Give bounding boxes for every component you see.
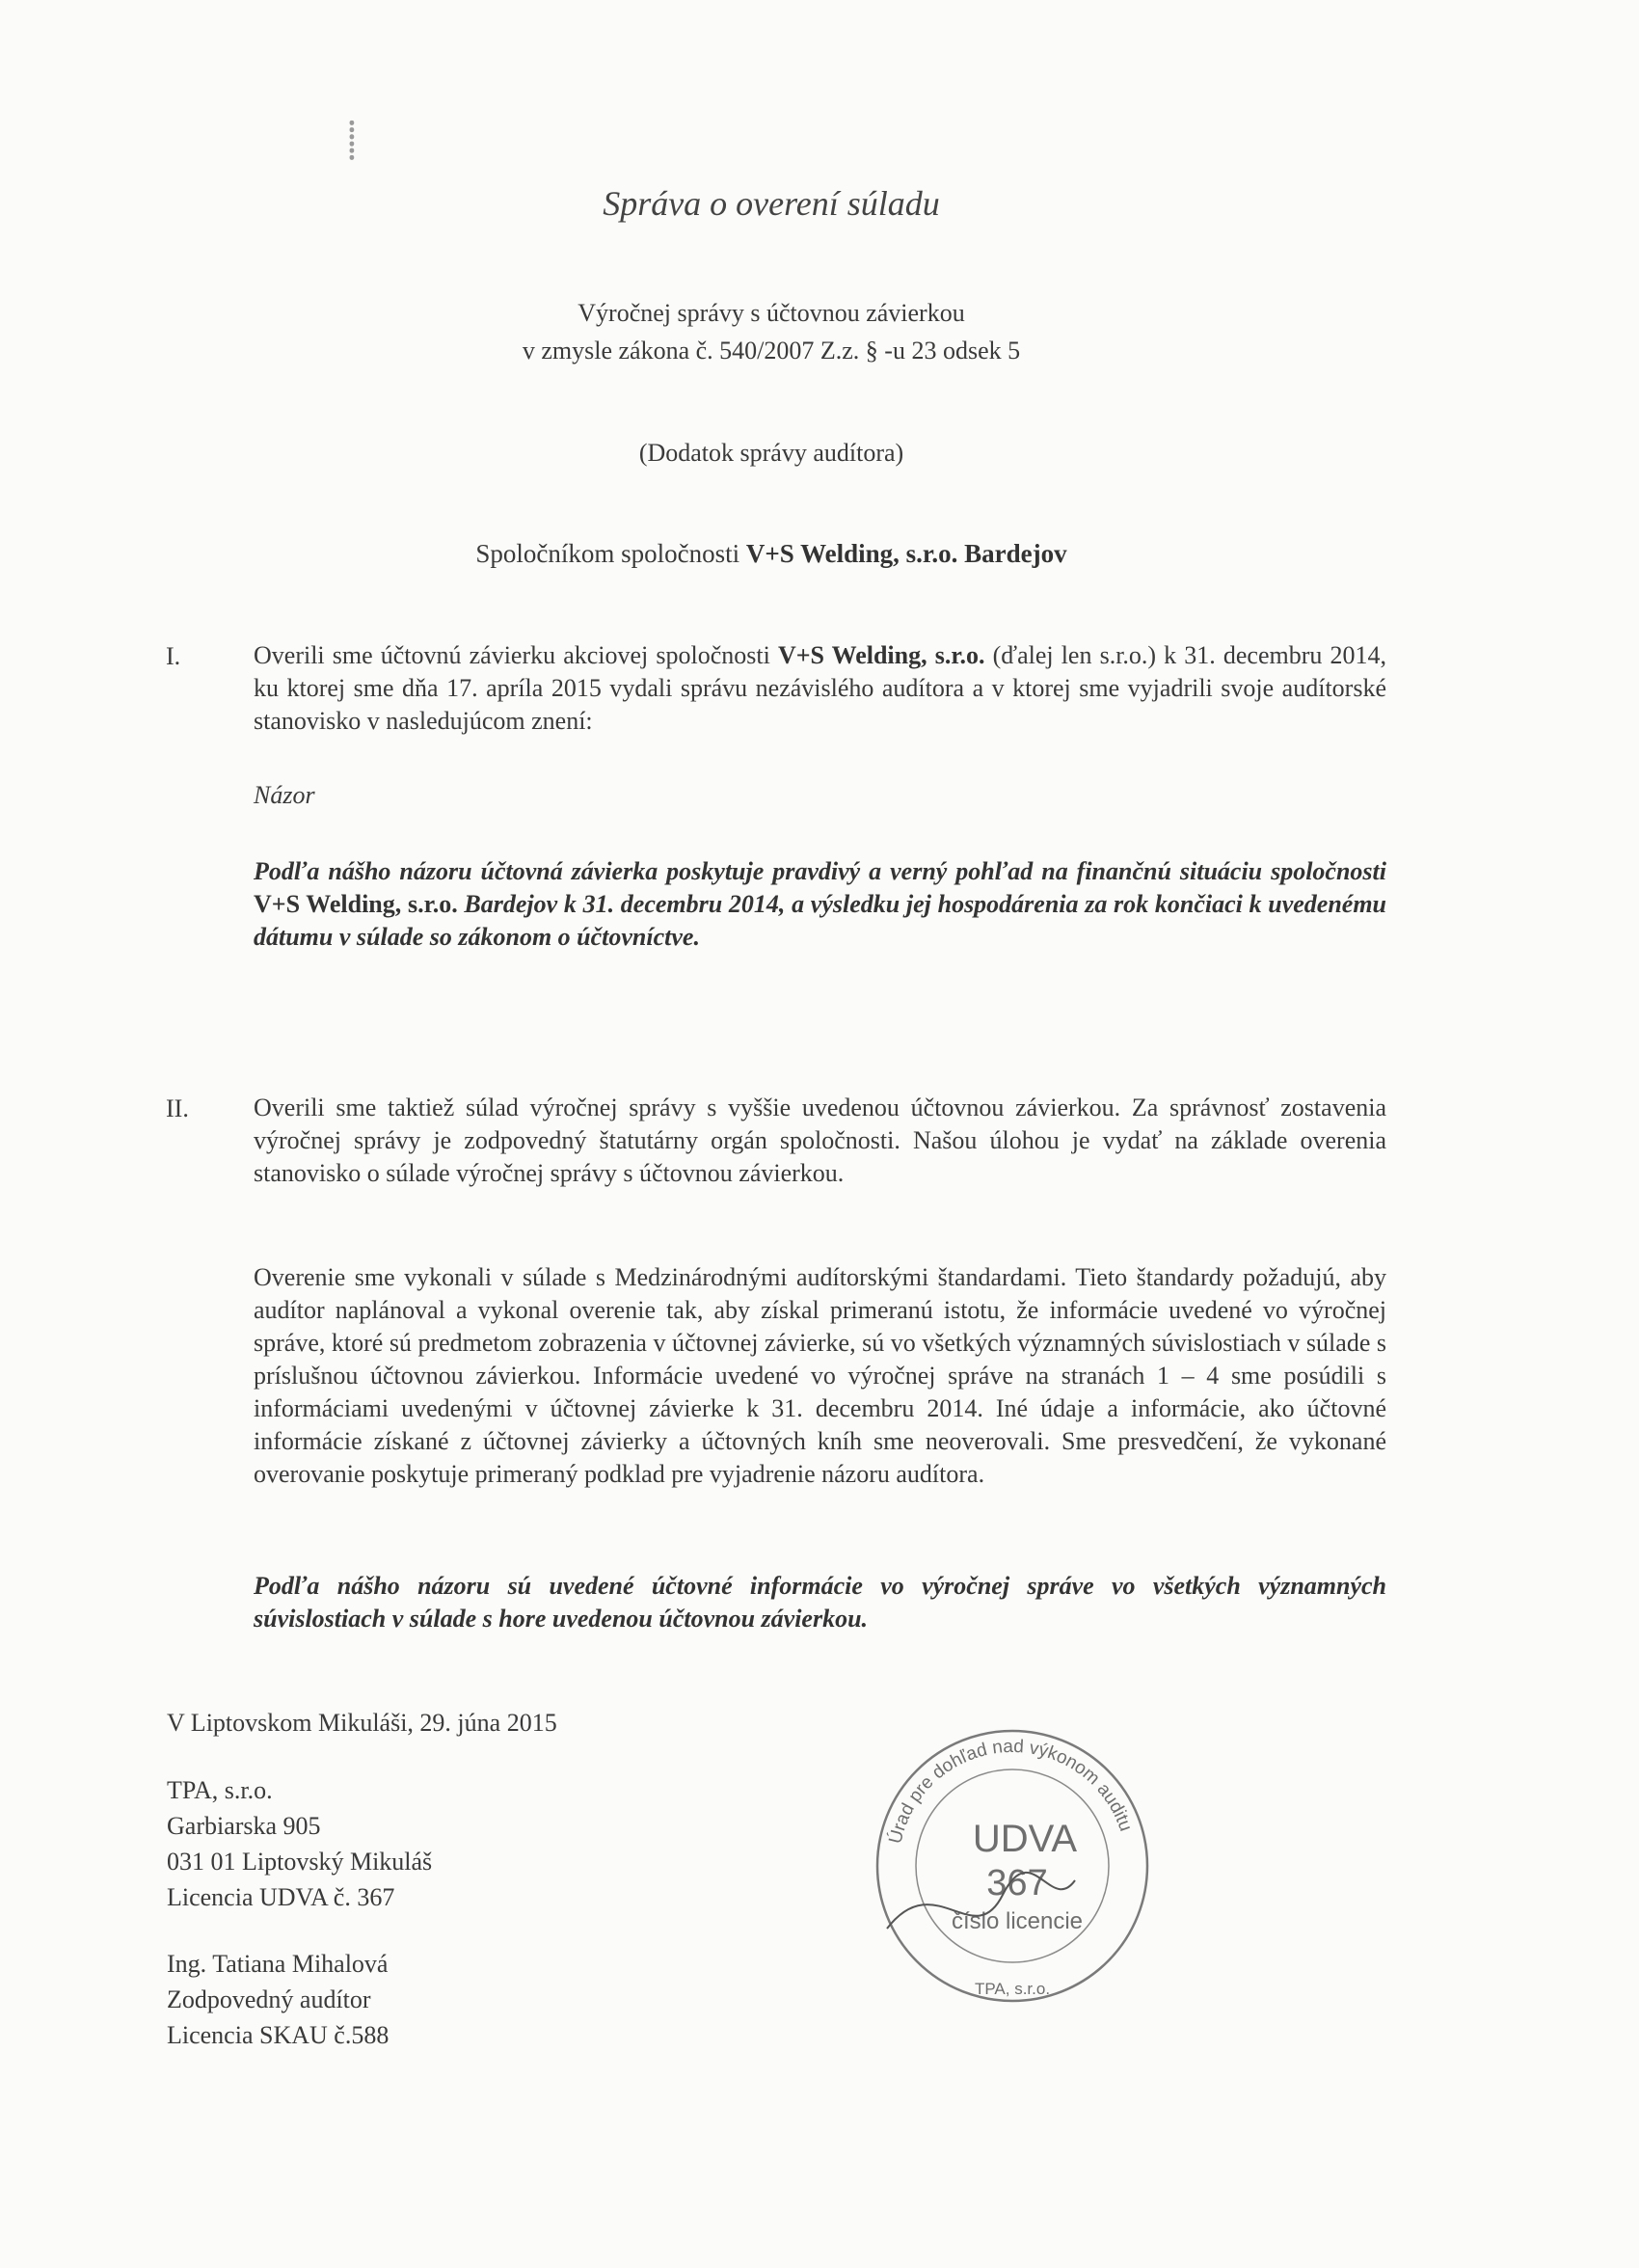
- place-date: V Liptovskom Mikuláši, 29. júna 2015: [167, 1709, 557, 1737]
- stamp-number: 367: [986, 1863, 1048, 1904]
- addressee-prefix: Spoločníkom spoločnosti: [475, 539, 746, 568]
- firm-license: Licencia UDVA č. 367: [167, 1883, 395, 1911]
- auditor-person: [167, 1946, 389, 2053]
- udva-stamp: [868, 1721, 1157, 2011]
- document-title: Správa o overení súladu: [603, 184, 940, 223]
- section-1-text-b: (ďalej len s.r.o.) k 31. decembru 2014, ku ktorej sme dňa 17. apríla 2015 vydali správu nezávislého audítora a v ktorej sme vyjadrili svoje audítorské stanovisko v nasledujúcom znení:: [254, 641, 1387, 735]
- scan-mark: ⸽: [347, 121, 357, 161]
- subtitle-line-1: Výročnej správy s účtovnou závierkou: [578, 299, 965, 327]
- auditor-firm-address: [167, 1772, 432, 1915]
- section-2-conclusion: Podľa nášho názoru sú uvedené účtovné informácie vo výročnej správe vo všetkých významných súvislostiach v súlade s hore uvedenou účtovnou závierkou.: [254, 1572, 1386, 1633]
- stamp-label: číslo licencie: [951, 1908, 1084, 1934]
- stamp-center-text: UDVA: [972, 1818, 1078, 1860]
- firm-city: 031 01 Liptovský Mikuláš: [167, 1848, 433, 1876]
- section-2-number: II.: [166, 1094, 189, 1122]
- section-1-text-a: Overili sme účtovnú závierku akciovej spoločnosti: [254, 641, 778, 669]
- addressee-company: V+S Welding, s.r.o. Bardejov: [745, 539, 1067, 568]
- subtitle-line-2: v zmysle zákona č. 540/2007 Z.z. § -u 23 odsek 5: [522, 337, 1021, 364]
- auditor-license: Licencia SKAU č.588: [167, 2021, 390, 2049]
- opinion-text-a: Podľa nášho názoru účtovná závierka poskytuje pravdivý a verný pohľad na finančnú situáciu spoločnosti: [254, 857, 1386, 885]
- stamp-ring-text: Úrad pre dohľad nad výkonom auditu: [885, 1736, 1136, 1847]
- auditor-role: Zodpovedný audítor: [167, 1985, 371, 2013]
- section-1-number: I.: [166, 642, 181, 670]
- opinion-heading: Názor: [254, 781, 315, 809]
- section-1-company: V+S Welding, s.r.o.: [777, 641, 985, 669]
- addendum-label: (Dodatok správy audítora): [638, 439, 904, 467]
- stamp-bottom-text: TPA, s.r.o.: [974, 1980, 1051, 1998]
- addressee: [0, 535, 1543, 573]
- section-2-paragraph-1: Overili sme taktiež súlad výročnej správy s vyššie uvedenou účtovnou závierkou. Za správnosť zostavenia výročnej správy je zodpovedný štatutárny orgán spoločnosti. Našou úlohou je vydať na základe overenia stanovisko o súlade výročnej správy s účtovnou závierkou.: [254, 1094, 1386, 1187]
- section-2-paragraph-2: Overenie sme vykonali v súlade s Medzinárodnými audítorskými štandardami. Tieto štandardy požadujú, aby audítor naplánoval a vykonal overenie tak, aby získal primeranú istotu, že informácie uvedené vo výročnej správe, ktoré sú predmetom zobrazenia v účtovnej závierke, sú vo všetkých významných súvislostiach v súlade s príslušnou účtovnou závierkou. Informácie uvedené vo výročnej správe na stranách 1 – 4 sme posúdili s informáciami uvedenými v účtovnej závierke k 31. decembru 2014. Iné údaje a informácie, ako účtovné informácie získané z účtovnej závierky a účtovných kníh sme neoverovali. Sme presvedčení, že vykonané overovanie poskytuje primeraný podklad pre vyjadrenie názoru audítora.: [254, 1263, 1386, 1488]
- firm-name: TPA, s.r.o.: [167, 1776, 273, 1804]
- opinion-company: V+S Welding, s.r.o.: [254, 890, 458, 918]
- section-1-paragraph: [254, 639, 1386, 738]
- opinion-paragraph: [254, 855, 1386, 954]
- firm-street: Garbiarska 905: [167, 1812, 321, 1840]
- opinion-text-b: Bardejov k 31. decembru 2014, a výsledku jej hospodárenia za rok končiaci k uvedenému dátumu v súlade so zákonom o účtovníctve.: [254, 890, 1386, 951]
- auditor-name: Ing. Tatiana Mihalová: [167, 1950, 389, 1978]
